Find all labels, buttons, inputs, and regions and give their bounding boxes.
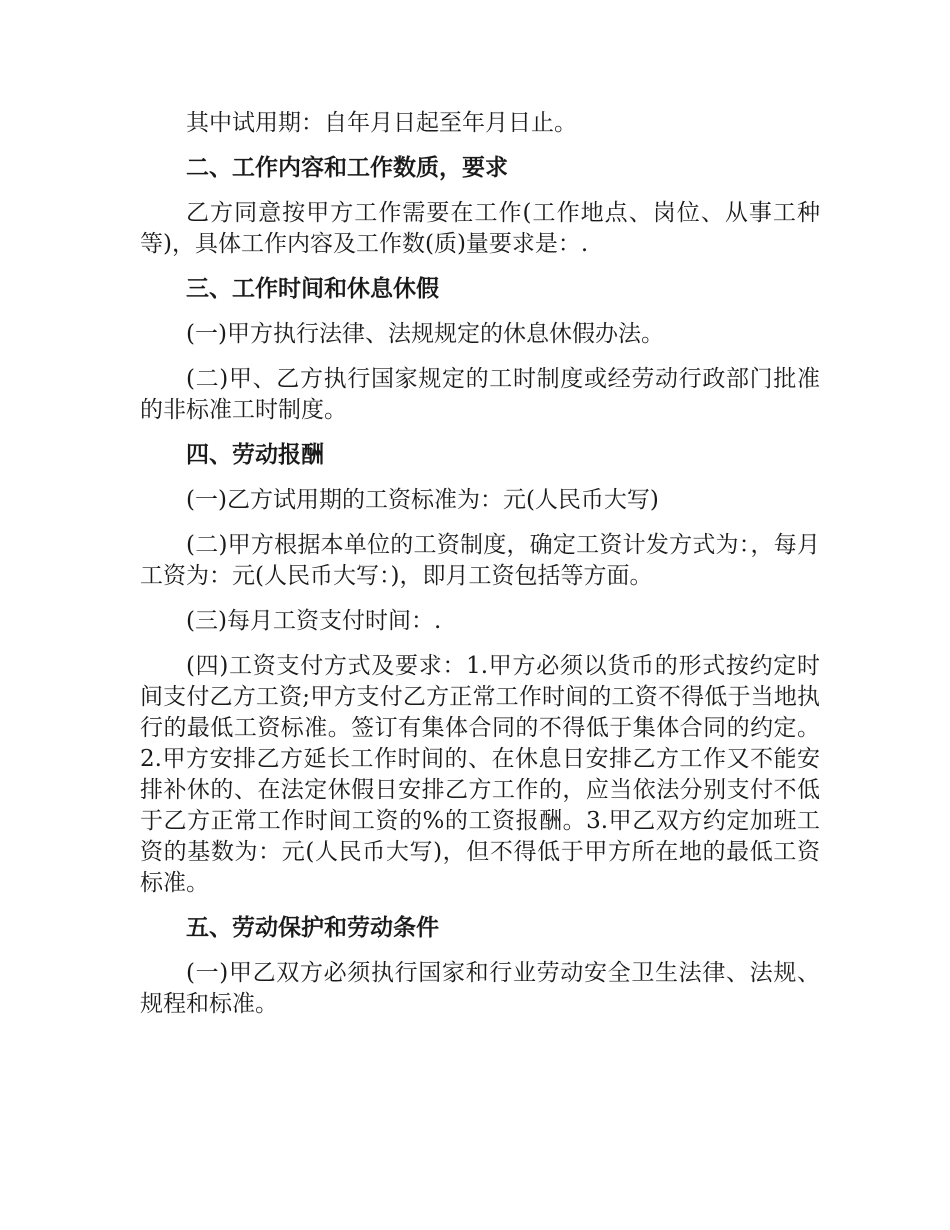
- wage-payday-paragraph: (三)每月工资支付时间：.: [186, 608, 442, 634]
- probation-wage-paragraph: (一)乙方试用期的工资标准为：元(人民币大写): [186, 487, 659, 513]
- work-content-paragraph: 乙方同意按甲方工作需要在工作(工作地点、岗位、从事工种等)，具体工作内容及工作数(质)量要求是：.: [140, 200, 820, 257]
- labor-safety-paragraph: (一)甲乙双方必须执行国家和行业劳动安全卫生法律、法规、规程和标准。: [140, 960, 820, 1017]
- wage-payment-rules-paragraph: (四)工资支付方式及要求：1.甲方必须以货币的形式按约定时间支付乙方工资;甲方支付乙方正常工作时间的工资不得低于当地执行的最低工资标准。签订有集体合同的不得低于集体合同的约定。2.甲方安排乙方延长工作时间的、在休息日安排乙方工作又不能安排补休的、在法定休假日安排乙方工作的，应当依法分别支付不低于乙方正常工作时间工资的%的工资报酬。3.甲乙双方约定加班工资的基数为：元(人民币大写)，但不得低于甲方所在地的最低工资标准。: [140, 653, 820, 896]
- working-hours-paragraph: (二)甲、乙方执行国家规定的工时制度或经劳动行政部门批准的非标准工时制度。: [140, 366, 820, 423]
- wage-method-paragraph: (二)甲方根据本单位的工资制度，确定工资计发方式为：，每月工资为：元(人民币大写：)，即月工资包括等方面。: [140, 532, 820, 589]
- section-heading-work-content: 二、工作内容和工作数质，要求: [186, 155, 508, 181]
- section-heading-remuneration: 四、劳动报酬: [186, 442, 324, 468]
- document-body: [140, 108, 820, 1034]
- section-heading-work-time: 三、工作时间和休息休假: [186, 276, 439, 302]
- section-heading-labor-protection: 五、劳动保护和劳动条件: [186, 915, 439, 941]
- probation-paragraph: 其中试用期：自年月日起至年月日止。: [186, 110, 577, 136]
- rest-leave-paragraph: (一)甲方执行法律、法规规定的休息休假办法。: [186, 321, 664, 347]
